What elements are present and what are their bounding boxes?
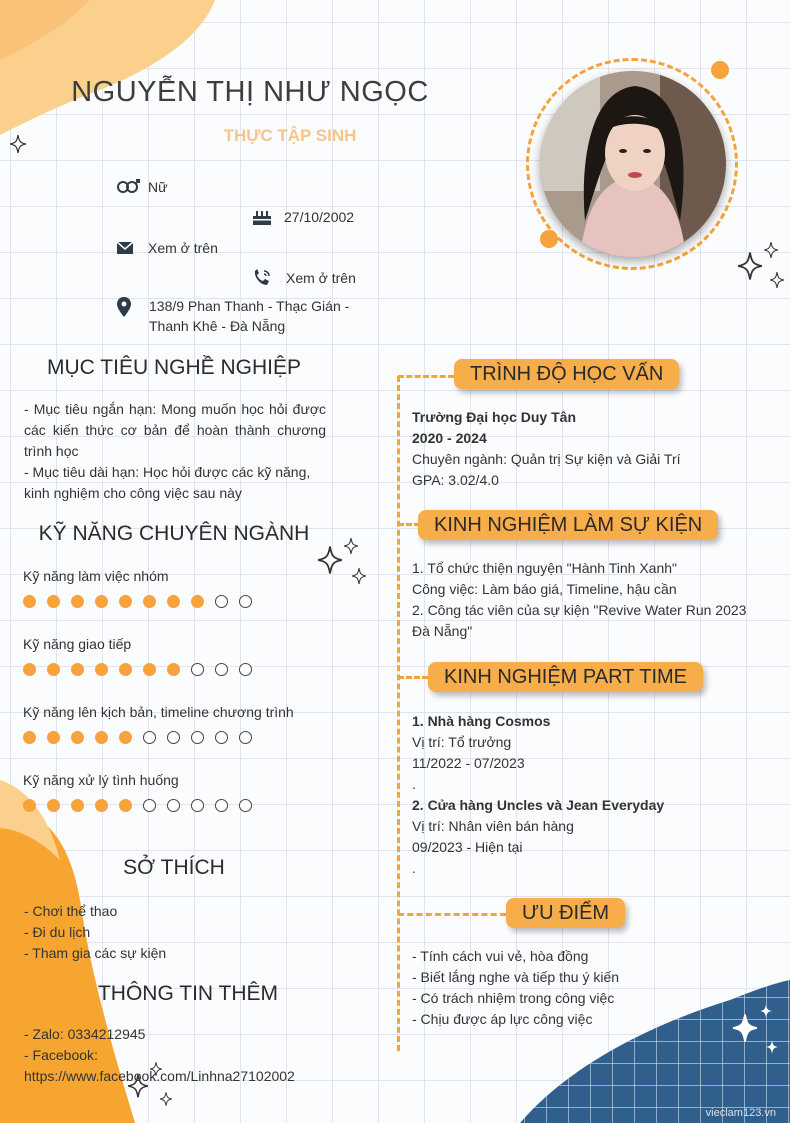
rating-dot-filled <box>23 595 36 608</box>
extra-body <box>24 1024 295 1087</box>
rating-dot-empty <box>191 731 204 744</box>
career-line: - Mục tiêu dài hạn: Học hỏi được các kỹ năng, kinh nghiệm cho công việc sau này <box>24 464 311 501</box>
rating-dot-empty <box>167 799 180 812</box>
sparkle-icon <box>770 272 784 288</box>
rating-dot-filled <box>119 595 132 608</box>
rating-dot-empty <box>215 731 228 744</box>
event-exp-title: KINH NGHIỆM LÀM SỰ KIỆN <box>418 510 718 540</box>
timeline-connector <box>398 375 454 378</box>
education-body <box>412 407 681 491</box>
strengths-body <box>412 946 619 1030</box>
strength-item: - Tính cách vui vẻ, hòa đồng <box>412 948 589 964</box>
rating-dot-filled <box>23 731 36 744</box>
candidate-name: NGUYỄN THỊ NHƯ NGỌC <box>71 76 429 108</box>
strength-item: - Có trách nhiệm trong công việc <box>412 990 615 1006</box>
avatar-dot <box>540 230 558 248</box>
rating-dot-empty <box>191 663 204 676</box>
rating-dot-filled <box>143 595 156 608</box>
skill-label: Kỹ năng giao tiếp <box>23 636 132 652</box>
rating-dot-filled <box>71 663 84 676</box>
rating-dot-empty <box>167 731 180 744</box>
skills-list <box>23 568 323 840</box>
job-position: Vị trí: Tổ trưởng <box>412 734 512 750</box>
watermark: vieclam123.vn <box>705 1107 776 1119</box>
rating-dot-filled <box>119 799 132 812</box>
skill-rating <box>23 799 323 812</box>
school-name: Trường Đại học Duy Tân <box>412 409 576 425</box>
sparkle-icon <box>764 242 778 258</box>
job-note: . <box>412 776 416 792</box>
school-years: 2020 - 2024 <box>412 430 487 446</box>
rating-dot-filled <box>95 595 108 608</box>
event-exp-line: 1. Tổ chức thiện nguyện "Hành Tinh Xanh" <box>412 560 678 576</box>
skill-label: Kỹ năng xử lý tình huống <box>23 772 179 788</box>
rating-dot-filled <box>23 663 36 676</box>
gender-icon <box>116 178 138 196</box>
rating-dot-empty <box>191 799 204 812</box>
skill-rating <box>23 663 323 676</box>
cake-icon <box>252 208 274 226</box>
skill-label: Kỹ năng làm việc nhóm <box>23 568 169 584</box>
career-title: MỤC TIÊU NGHỀ NGHIỆP <box>47 356 301 379</box>
phone-icon <box>252 269 274 287</box>
skill-row <box>23 568 323 636</box>
event-exp-line: Công việc: Làm báo giá, Timeline, hậu cần <box>412 581 677 597</box>
major: Chuyên ngành: Quản trị Sự kiện và Giải Trí <box>412 451 681 467</box>
rating-dot-filled <box>167 595 180 608</box>
sparkle-icon <box>738 252 762 280</box>
location-pin-icon <box>116 297 138 315</box>
education-title: TRÌNH ĐỘ HỌC VẤN <box>454 359 679 389</box>
sparkle-icon <box>344 538 358 554</box>
skill-label: Kỹ năng lên kịch bản, timeline chương trình <box>23 704 294 720</box>
rating-dot-empty <box>215 595 228 608</box>
sparkle-icon <box>760 1004 772 1018</box>
rating-dot-empty <box>239 731 252 744</box>
job-note: . <box>412 860 416 876</box>
career-line: - Mục tiêu ngắn hạn: Mong muốn học hỏi được các kiến thức cơ bản để hoàn thành chương trình học <box>24 401 326 459</box>
hobby-item: - Đi du lịch <box>24 924 91 940</box>
rating-dot-filled <box>47 663 60 676</box>
hobby-item: - Chơi thể thao <box>24 903 118 919</box>
job-name: 1. Nhà hàng Cosmos <box>412 713 551 729</box>
timeline-connector <box>398 523 420 526</box>
skills-title: KỸ NĂNG CHUYÊN NGÀNH <box>38 522 310 545</box>
sparkle-icon <box>352 568 366 584</box>
rating-dot-filled <box>71 731 84 744</box>
extra-title: THÔNG TIN THÊM <box>97 982 279 1005</box>
rating-dot-filled <box>71 595 84 608</box>
rating-dot-empty <box>143 731 156 744</box>
info-phone: Xem ở trên <box>252 268 356 288</box>
skill-row <box>23 704 323 772</box>
facebook-label: - Facebook: <box>24 1047 98 1063</box>
skill-row <box>23 772 323 840</box>
rating-dot-filled <box>167 663 180 676</box>
rating-dot-filled <box>119 731 132 744</box>
info-gender: Nữ <box>116 177 167 197</box>
rating-dot-empty <box>239 799 252 812</box>
job-period: 11/2022 - 07/2023 <box>412 755 525 771</box>
gpa: GPA: 3.02/4.0 <box>412 472 499 488</box>
info-email: Xem ở trên <box>116 238 218 258</box>
rating-dot-filled <box>23 799 36 812</box>
portrait-photo <box>540 71 726 257</box>
hobbies-title: SỞ THÍCH <box>123 856 225 879</box>
strengths-title: ƯU ĐIỂM <box>506 898 625 928</box>
skill-row <box>23 636 323 704</box>
candidate-role: THỰC TẬP SINH <box>223 126 357 145</box>
career-body <box>24 399 326 504</box>
sparkle-icon <box>160 1092 172 1106</box>
rating-dot-filled <box>143 663 156 676</box>
zalo-text: - Zalo: 0334212945 <box>24 1026 146 1042</box>
strength-item: - Biết lắng nghe và tiếp thu ý kiến <box>412 969 620 985</box>
rating-dot-filled <box>119 663 132 676</box>
event-exp-body <box>412 558 746 642</box>
rating-dot-filled <box>71 799 84 812</box>
rating-dot-filled <box>95 663 108 676</box>
rating-dot-empty <box>239 595 252 608</box>
skill-rating <box>23 595 323 608</box>
job-position: Vị trí: Nhân viên bán hàng <box>412 818 574 834</box>
timeline-connector <box>398 676 428 679</box>
hobbies-list <box>24 901 166 964</box>
rating-dot-filled <box>47 595 60 608</box>
job-period: 09/2023 - Hiện tại <box>412 839 523 855</box>
hobby-item: - Tham gia các sự kiện <box>24 945 167 961</box>
event-exp-line: 2. Công tác viên của sự kiện "Revive Water Run 2023 <box>412 602 747 618</box>
job-name: 2. Cửa hàng Uncles và Jean Everyday <box>412 797 665 813</box>
strength-item: - Chịu được áp lực công việc <box>412 1011 593 1027</box>
sparkle-icon <box>733 1014 757 1042</box>
rating-dot-empty <box>143 799 156 812</box>
avatar-dot <box>711 61 729 79</box>
parttime-title: KINH NGHIỆM PART TIME <box>428 662 703 692</box>
rating-dot-filled <box>191 595 204 608</box>
avatar <box>540 71 726 257</box>
timeline-line <box>397 376 400 1051</box>
rating-dot-empty <box>239 663 252 676</box>
sparkle-icon <box>766 1040 778 1054</box>
email-icon <box>116 239 138 257</box>
rating-dot-filled <box>95 731 108 744</box>
rating-dot-empty <box>215 663 228 676</box>
info-birthday: 27/10/2002 <box>252 207 354 227</box>
rating-dot-empty <box>215 799 228 812</box>
timeline-connector <box>398 913 506 916</box>
rating-dot-filled <box>95 799 108 812</box>
info-address: 138/9 Phan Thanh - Thạc Gián - Thanh Khê - Đà Nẵng <box>116 296 349 336</box>
rating-dot-filled <box>47 799 60 812</box>
event-exp-line: Đà Nẵng" <box>412 623 473 639</box>
facebook-link[interactable]: https://www.facebook.com/Linhna27102002 <box>24 1068 295 1084</box>
rating-dot-filled <box>47 731 60 744</box>
skill-rating <box>23 731 323 744</box>
parttime-body <box>412 711 664 879</box>
